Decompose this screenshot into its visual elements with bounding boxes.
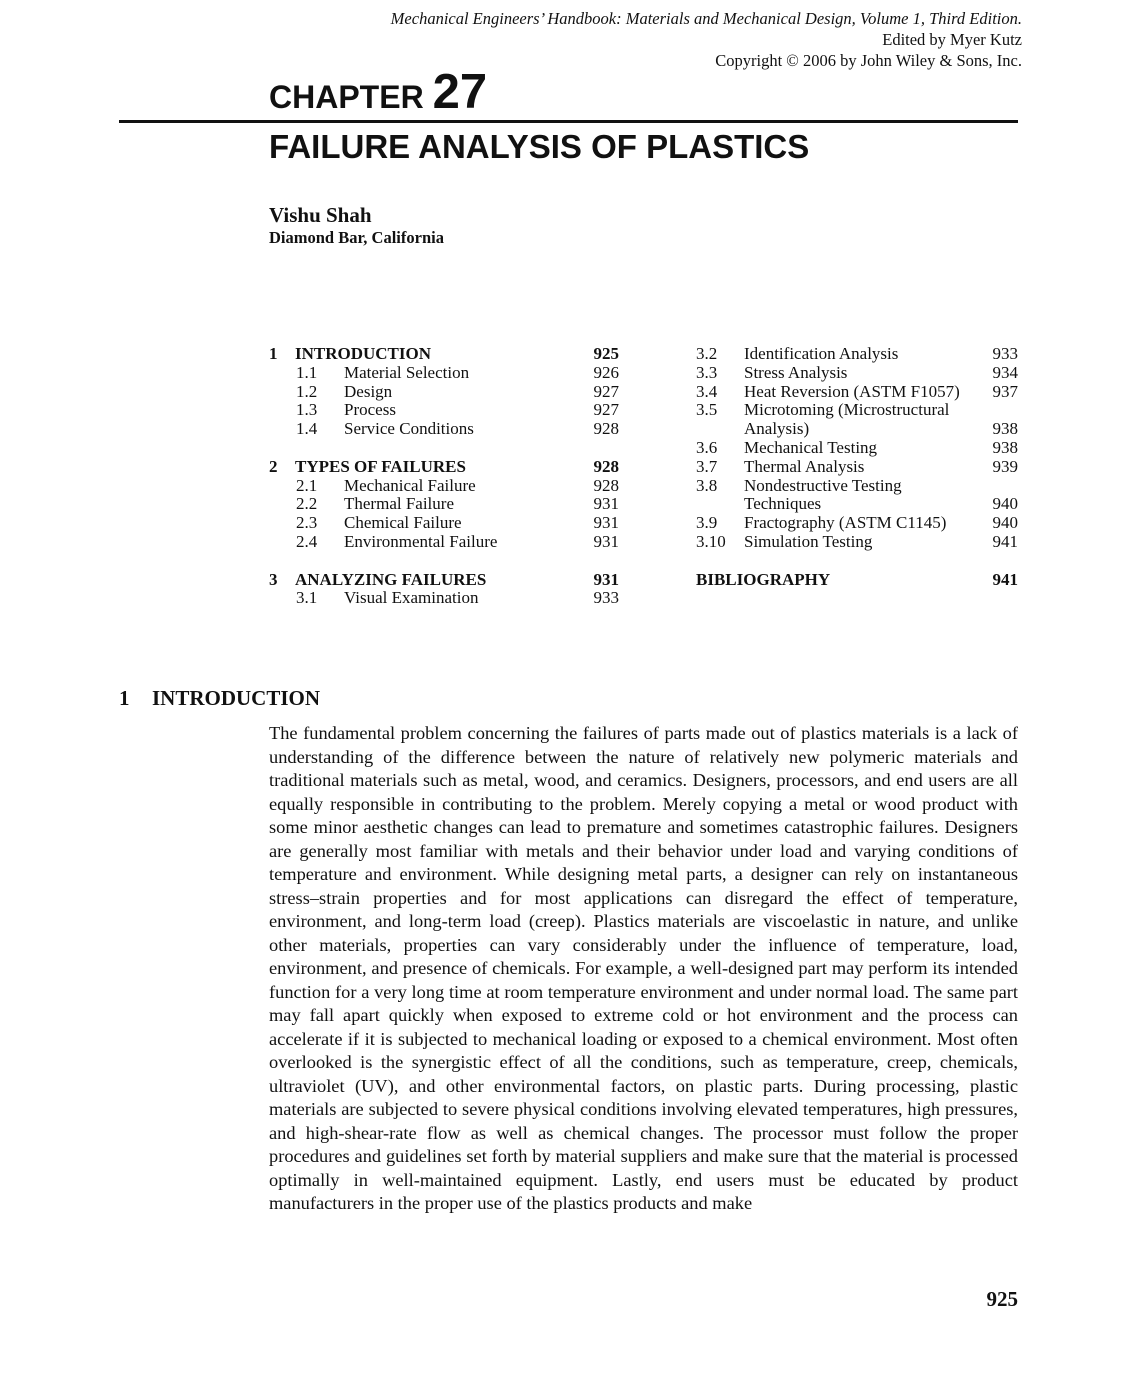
book-title: Mechanical Engineers’ Handbook: Materials and Mechanical Design, Volume 1, Third Edition. — [390, 9, 1022, 28]
toc-entry-continued[interactable]: Analysis) 938 — [744, 419, 1018, 439]
toc-entry[interactable]: 3.9 Fractography (ASTM C1145) 940 — [696, 513, 1018, 533]
source-note — [391, 8, 1022, 71]
copyright-line: Copyright © 2006 by John Wiley & Sons, Inc. — [715, 51, 1022, 70]
toc-entry-continued[interactable]: Techniques 940 — [744, 494, 1018, 514]
toc-entry[interactable]: 3.3 Stress Analysis 934 — [696, 362, 1018, 382]
toc-entry[interactable]: 1.4 Service Conditions 928 — [296, 419, 619, 439]
chapter-label: CHAPTER — [269, 79, 424, 115]
section-number: 1 — [119, 686, 130, 710]
toc-right-column — [696, 345, 1018, 589]
author-affiliation: Diamond Bar, California — [269, 228, 444, 247]
toc-entry[interactable]: 2 TYPES OF FAILURES 928 — [269, 456, 619, 476]
toc-entry-bibliography[interactable]: BIBLIOGRAPHY 941 — [696, 569, 1018, 589]
toc-entry[interactable]: 2.4 Environmental Failure 931 — [296, 531, 619, 551]
toc-entry[interactable]: 2.1 Mechanical Failure 928 — [296, 475, 619, 495]
section-title: INTRODUCTION — [152, 686, 321, 710]
toc-entry[interactable]: 3.6 Mechanical Testing 938 — [696, 437, 1018, 457]
chapter-number: 27 — [432, 65, 488, 119]
toc-entry[interactable]: 3.7 Thermal Analysis 939 — [696, 456, 1018, 476]
toc-entry[interactable]: 3.1 Visual Examination 933 — [296, 588, 619, 608]
page-number: 925 — [986, 1287, 1018, 1311]
toc-entry[interactable]: 3.5 Microtoming (Microstructural — [696, 400, 950, 420]
chapter-rule — [119, 120, 1018, 123]
chapter-heading — [269, 64, 487, 125]
toc-entry[interactable]: 3.8 Nondestructive Testing — [696, 475, 902, 495]
toc-entry[interactable]: 3.4 Heat Reversion (ASTM F1057) 937 — [696, 381, 1018, 401]
section-heading — [119, 684, 320, 712]
author-name: Vishu Shah — [269, 203, 372, 227]
editor-line: Edited by Myer Kutz — [882, 30, 1022, 49]
toc-entry[interactable]: 1.3 Process 927 — [296, 400, 619, 420]
toc-entry[interactable]: 3.10 Simulation Testing 941 — [696, 531, 1018, 551]
toc-left-column — [269, 345, 619, 608]
chapter-title: FAILURE ANALYSIS OF PLASTICS — [269, 128, 810, 165]
toc-entry[interactable]: 2.3 Chemical Failure 931 — [296, 513, 619, 533]
body-paragraph: The fundamental problem concerning the failures of parts made out of plastics materials is a lack of understanding of the difference between the nature of relatively new polymeric materials and traditional materials such as metal, wood, and ceramics. Designers, processors, and end users are all equally responsible in contributing to the problem. Merely copying a metal or wood product with some minor aesthetic changes can lead to premature and sometimes catastrophic failures. Designers are generally most familiar with metals and their behavior under load and varying conditions of temperature and environment. While designing metal parts, a designer can rely on instantaneous stress–strain properties and for most applications can disregard the effect of temperature, environment, and long-term load (creep). Plastics materials are viscoelastic in nature, and unlike other materials, properties can vary considerably under the influence of temperature, load, environment, and presence of chemicals. For example, a well-designed part may perform its intended function for a very long time at room temperature environment and under normal load. The same part may fall apart quickly when exposed to extreme cold or hot environment and the process can accelerate if it is subjected to mechanical loading or exposed to a chemical environment. Most often overlooked is the synergistic effect of all the conditions, such as temperature, creep, chemicals, ultraviolet (UV), and other environmental factors, on plastic parts. During processing, plastic materials are subjected to severe physical conditions involving elevated temperatures, high pressures, and high-shear-rate flow as well as chemical changes. The processor must follow the proper procedures and guidelines set forth by material suppliers and make sure that the material is processed optimally in well-maintained equipment. Lastly, end users must be educated by product manufacturers in the proper use of the plastics products and make — [269, 723, 1018, 1213]
toc-entry[interactable]: 1 INTRODUCTION 925 — [269, 344, 619, 363]
toc-entry[interactable]: 3.2 Identification Analysis 933 — [696, 344, 1018, 363]
toc-entry[interactable]: 3 ANALYZING FAILURES 931 — [269, 569, 619, 589]
toc-entry[interactable]: 2.2 Thermal Failure 931 — [296, 494, 619, 514]
toc-entry[interactable]: 1.1 Material Selection 926 — [296, 362, 619, 382]
toc-entry[interactable]: 1.2 Design 927 — [296, 381, 619, 401]
